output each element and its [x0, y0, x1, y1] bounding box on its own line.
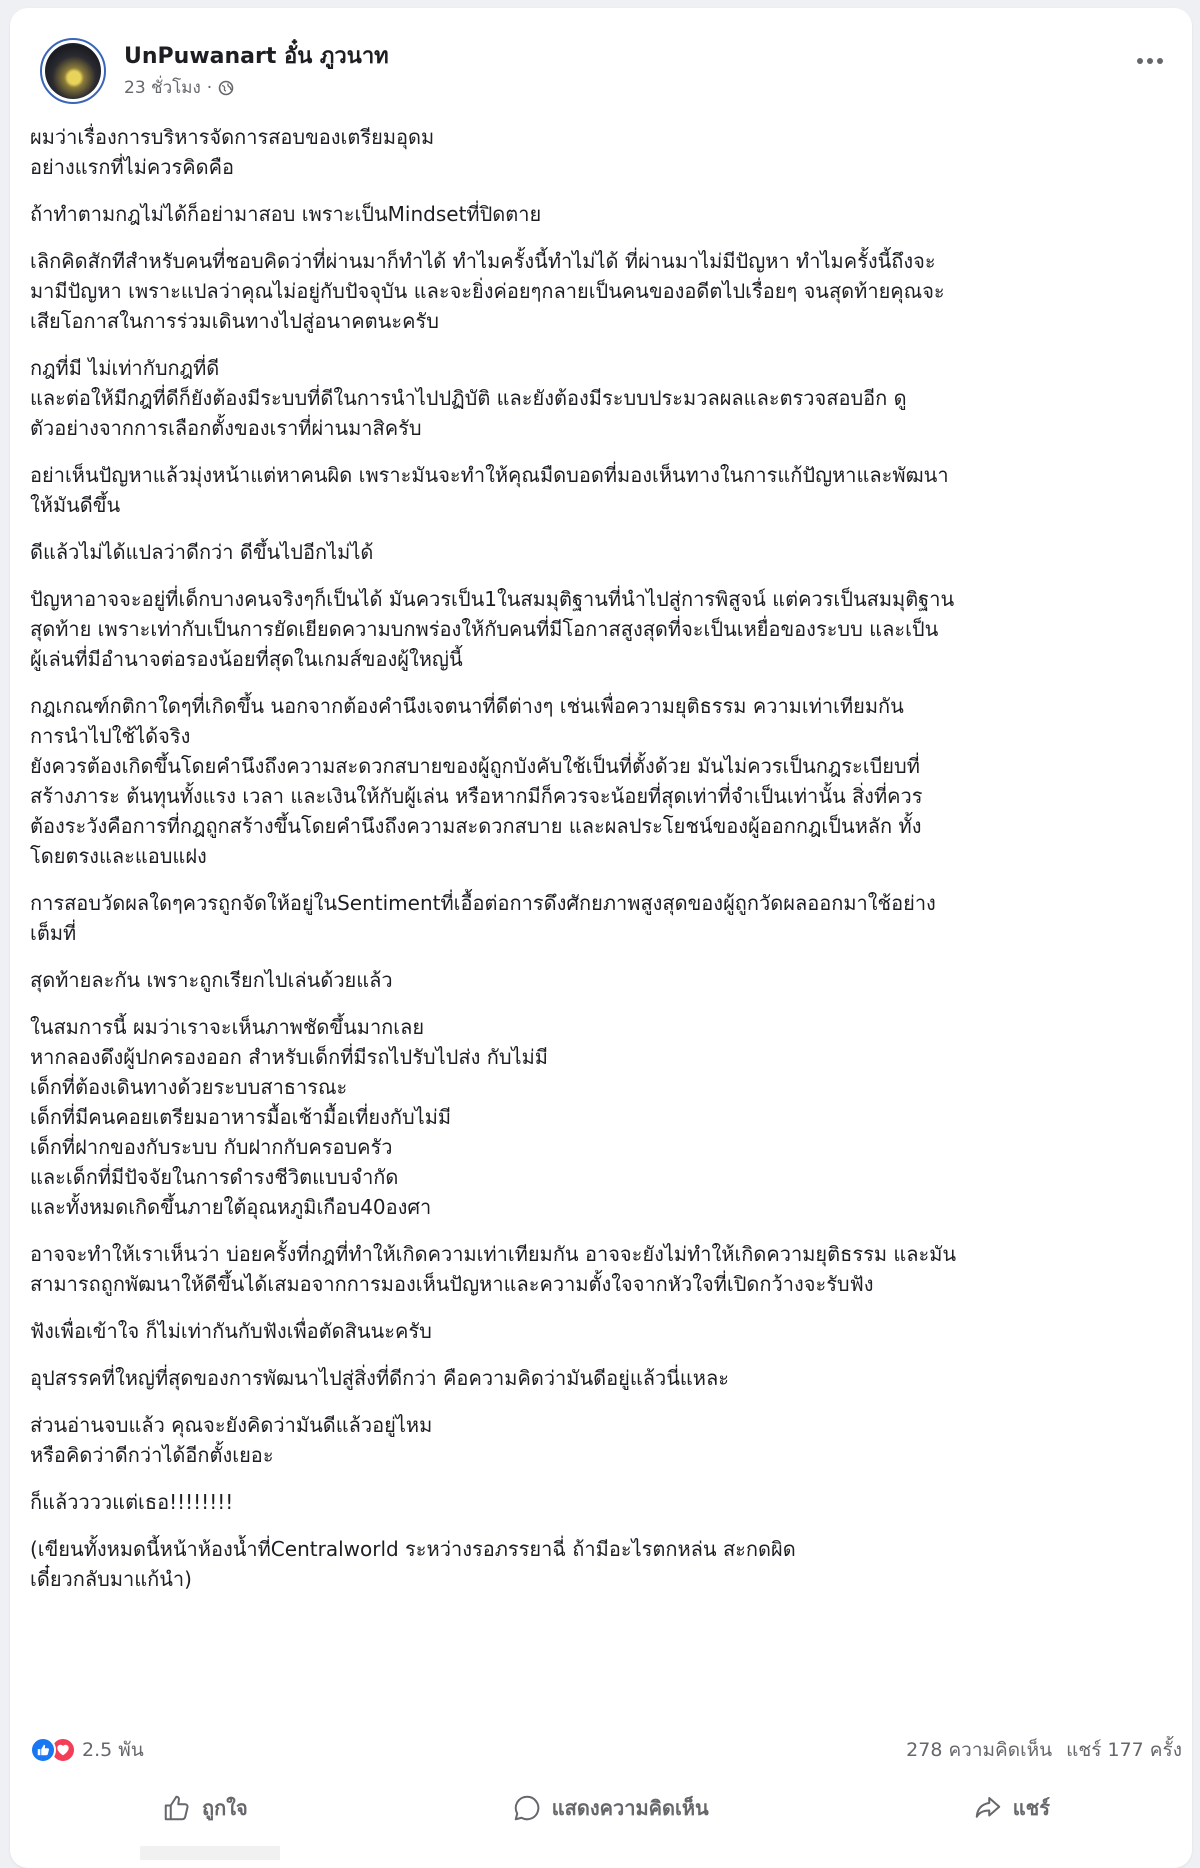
post-text-line: อย่าเห็นปัญหาแล้วมุ่งหน้าแต่หาคนผิด เพราะมันจะทำให้คุณมืดบอดที่มองเห็นทางในการแก้ปัญหาและพัฒนา: [30, 463, 949, 487]
post-text-line: ส่วนอ่านจบแล้ว คุณจะยังคิดว่ามันดีแล้วอยู่ไหม: [30, 1413, 433, 1437]
post-text-line: (เขียนทั้งหมดนี้หน้าห้องน้ำที่Centralworld ระหว่างรอภรรยาฉี่ ถ้ามีอะไรตกหล่น สะกดผิด: [30, 1537, 796, 1561]
author-name[interactable]: UnPuwanart อั๋น ภูวนาท: [124, 44, 389, 69]
post-text-line: เด็กที่ต้องเดินทางด้วยระบบสาธารณะ: [30, 1075, 348, 1099]
post-paragraph: [30, 537, 1180, 567]
post-time[interactable]: 23 ชั่วโมง: [124, 78, 201, 98]
post-text-line: เดี๋ยวกลับมาแก้นำ): [30, 1567, 192, 1591]
avatar-image: [45, 43, 101, 99]
like-label: ถูกใจ: [202, 1796, 248, 1820]
post-text-line: ยังควรต้องเกิดขึ้นโดยคำนึงถึงความสะดวกสบายของผู้ถูกบังคับใช้เป็นที่ตั้งด้วย มันไม่ควรเป็นกฎระเบียบที่: [30, 754, 920, 778]
post-paragraph: [30, 1410, 1180, 1470]
reaction-summary[interactable]: [30, 1735, 144, 1765]
post-text-line: ต้องระวังคือการที่กฎถูกสร้างขึ้นโดยคำนึงถึงความสะดวกสบาย และผลประโยชน์ของผู้ออกกฎเป็นหลัก ทั้ง: [30, 814, 922, 838]
post-paragraph: [30, 1012, 1180, 1222]
post-text-line: ก็แล้ววววแต่เธอ!!!!!!!!: [30, 1490, 234, 1514]
post-text-line: อย่างแรกที่ไม่ควรคิดคือ: [30, 155, 235, 179]
post-paragraph: [30, 965, 1180, 995]
post-paragraph: [30, 691, 1180, 871]
post-text-line: เด็กที่มีคนคอยเตรียมอาหารมื้อเช้ามื้อเที่ยงกับไม่มี: [30, 1105, 452, 1129]
post-text-line: เด็กที่ฝากของกับระบบ กับฝากกับครอบครัว: [30, 1135, 393, 1159]
comment-button[interactable]: [492, 1786, 729, 1830]
post-paragraph: [30, 122, 1180, 182]
post-text-line: การนำไปใช้ได้จริง: [30, 724, 191, 748]
share-label: แชร์: [1012, 1796, 1050, 1820]
comment-label: แสดงความคิดเห็น: [551, 1796, 709, 1820]
post-text-line: มามีปัญหา เพราะแปลว่าคุณไม่อยู่กับปัจจุบัน และจะยิ่งค่อยๆกลายเป็นคนของอดีตไปเรื่อยๆ จนสุดท้ายคุณจะ: [30, 279, 945, 303]
post-text-line: สร้างภาระ ต้นทุนทั้งแรง เวลา และเงินให้กับผู้เล่น หรือหากมีก็ควรจะน้อยที่สุดเท่าที่จำเป็นเท่านั้น สิ่งที่ควร: [30, 784, 923, 808]
post-paragraph: [30, 1363, 1180, 1393]
post-text-line: ให้มันดีขึ้น: [30, 493, 121, 517]
like-button[interactable]: [142, 1786, 268, 1830]
post-text-line: และเด็กที่มีปัจจัยในการดำรงชีวิตแบบจำกัด: [30, 1165, 399, 1189]
post-text-line: การสอบวัดผลใดๆควรถูกจัดให้อยู่ในSentimentที่เอื้อต่อการดึงศักยภาพสูงสุดของผู้ถูกวัดผลออกมาใช้อย่าง: [30, 891, 936, 915]
reaction-count[interactable]: 2.5 พัน: [82, 1739, 144, 1761]
post-paragraph: [30, 1316, 1180, 1346]
post-text-line: โดยตรงและแอบแฝง: [30, 844, 207, 868]
post-text-line: อาจจะทำให้เราเห็นว่า บ่อยครั้งที่กฎที่ทำให้เกิดความเท่าเทียมกัน อาจจะยังไม่ทำให้เกิดความยุติธรรม และมัน: [30, 1242, 957, 1266]
comment-count[interactable]: 278 ความคิดเห็น: [906, 1739, 1053, 1761]
post-text-line: เลิกคิดสักทีสำหรับคนที่ชอบคิดว่าที่ผ่านมาก็ทำได้ ทำไมครั้งนี้ทำไม่ได้ ที่ผ่านมาไม่มีปัญหา ทำไมครั้งนี้ถึงจะ: [30, 249, 936, 273]
post-stats: [30, 1734, 1182, 1766]
next-content-hint: [140, 1846, 280, 1860]
post-text-line: และต่อให้มีกฎที่ดีก็ยังต้องมีระบบที่ดีในการนำไปปฏิบัติ และยังต้องมีระบบประมวลผลและตรวจสอบอีก ดู: [30, 386, 907, 410]
post-card: [10, 8, 1192, 1868]
post-paragraph: [30, 246, 1180, 336]
post-text-line: ในสมการนี้ ผมว่าเราจะเห็นภาพชัดขึ้นมากเลย: [30, 1015, 425, 1039]
share-count[interactable]: แชร์ 177 ครั้ง: [1066, 1739, 1182, 1761]
post-text-line: กฎที่มี ไม่เท่ากับกฎที่ดี: [30, 356, 220, 380]
thumbs-up-icon: [162, 1793, 192, 1823]
share-button[interactable]: [953, 1786, 1070, 1830]
post-text-line: ถ้าทำตามกฎไม่ได้ก็อย่ามาสอบ เพราะเป็นMindsetที่ปิดตาย: [30, 202, 542, 226]
post-text-line: ผมว่าเรื่องการบริหารจัดการสอบของเตรียมอุดม: [30, 125, 435, 149]
post-text-line: สามารถถูกพัฒนาให้ดีขึ้นได้เสมอจากการมองเห็นปัญหาและความตั้งใจจากหัวใจที่เปิดกว้างจะรับฟัง: [30, 1272, 874, 1296]
comment-bubble-icon: [512, 1793, 542, 1823]
post-text-line: ปัญหาอาจจะอยู่ที่เด็กบางคนจริงๆก็เป็นได้ มันควรเป็น1ในสมมุติฐานที่นำไปสู่การพิสูจน์ แต่ควรเป็นสมมุติฐาน: [30, 587, 955, 611]
post-paragraph: [30, 199, 1180, 229]
post-text-line: สุดท้าย เพราะเท่ากับเป็นการยัดเยียดความบกพร่องให้กับคนที่มีโอกาสสูงสุดที่จะเป็นเหยื่อของระบบ และเป็น: [30, 617, 939, 641]
post-body: [30, 122, 1180, 1611]
post-actions: [30, 1782, 1182, 1834]
ellipsis-icon: [1157, 58, 1163, 64]
meta-separator: ·: [206, 77, 213, 98]
post-text-line: เสียโอกาสในการร่วมเดินทางไปสู่อนาคตนะครับ: [30, 309, 439, 333]
post-header: [30, 32, 1170, 102]
post-text-line: และทั้งหมดเกิดขึ้นภายใต้อุณหภูมิเกือบ40องศา: [30, 1195, 432, 1219]
like-icon: [30, 1737, 56, 1763]
post-paragraph: [30, 353, 1180, 443]
post-text-line: สุดท้ายละกัน เพราะถูกเรียกไปเล่นด้วยแล้ว: [30, 968, 393, 992]
ellipsis-icon: [1137, 58, 1143, 64]
post-text-line: เต็มที่: [30, 921, 77, 945]
post-paragraph: [30, 1239, 1180, 1299]
post-paragraph: [30, 888, 1180, 948]
share-arrow-icon: [973, 1793, 1003, 1823]
post-paragraph: [30, 1534, 1180, 1594]
post-paragraph: [30, 1487, 1180, 1517]
post-text-line: ฟังเพื่อเข้าใจ ก็ไม่เท่ากันกับฟังเพื่อตัดสินนะครับ: [30, 1319, 432, 1343]
post-text-line: หรือคิดว่าดีกว่าได้อีกตั้งเยอะ: [30, 1443, 274, 1467]
globe-icon: [218, 80, 234, 96]
post-text-line: ดีแล้วไม่ได้แปลว่าดีกว่า ดีขึ้นไปอีกไม่ได้: [30, 540, 374, 564]
post-meta: [124, 74, 234, 101]
post-text-line: ตัวอย่างจากการเลือกตั้งของเราที่ผ่านมาสิครับ: [30, 416, 422, 440]
post-paragraph: [30, 584, 1180, 674]
post-text-line: ผู้เล่นที่มีอำนาจต่อรองน้อยที่สุดในเกมส์ของผู้ใหญ่นี้: [30, 647, 463, 671]
post-text-line: หากลองดึงผู้ปกครองออก สำหรับเด็กที่มีรถไปรับไปส่ง กับไม่มี: [30, 1045, 548, 1069]
more-options-button[interactable]: [1130, 46, 1170, 76]
post-paragraph: [30, 460, 1180, 520]
post-text-line: กฎเกณฑ์กติกาใดๆที่เกิดขึ้น นอกจากต้องคำนึงเจตนาที่ดีต่างๆ เช่นเพื่อความยุติธรรม ความเท่าเทียมกัน: [30, 694, 904, 718]
ellipsis-icon: [1147, 58, 1153, 64]
post-text-line: อุปสรรคที่ใหญ่ที่สุดของการพัฒนาไปสู่สิ่งที่ดีกว่า คือความคิดว่ามันดีอยู่แล้วนี่แหละ: [30, 1366, 729, 1390]
avatar[interactable]: [40, 38, 106, 104]
